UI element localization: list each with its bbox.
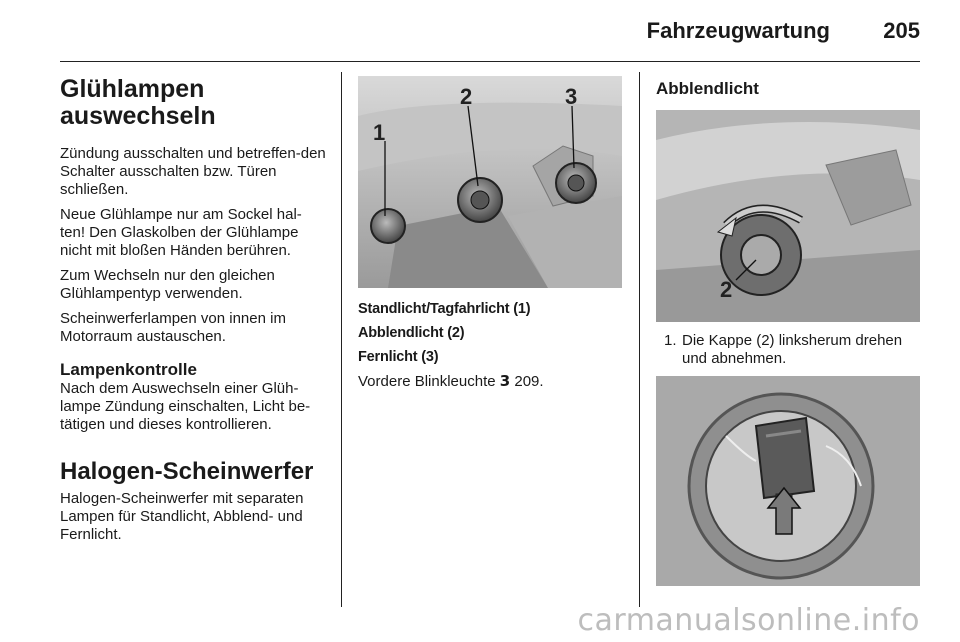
subheading-lampenkontrolle: Lampenkontrolle (60, 360, 197, 379)
watermark: carmanualsonline.info (577, 603, 920, 638)
bulb-connector-figure (656, 376, 920, 586)
low-beam-cap-figure (656, 110, 920, 322)
paragraph: Halogen-Scheinwerfer mit separaten Lampen für Standlicht, Abblend- und Fernlicht. (60, 490, 304, 543)
caption: Standlicht/Tagfahrlicht (1) (358, 301, 531, 317)
header-rule (60, 61, 920, 62)
column-divider-2 (639, 72, 640, 607)
caption: Fernlicht (3) (358, 349, 439, 365)
column-middle (358, 76, 622, 398)
caption: Abblendlicht (2) (358, 325, 465, 341)
page-reference-arrow-icon: 3 (499, 372, 511, 390)
paragraph: Neue Glühlampe nur am Sockel hal-ten! Den Glaskolben der Glühlampe nicht mit bloßen Händen berühren. (60, 206, 302, 259)
column-right (656, 76, 920, 586)
figure-label: 2 (720, 277, 733, 302)
section-heading-halogen: Halogen-Scheinwerfer (60, 458, 314, 485)
paragraph: Zündung ausschalten und betreffen-den Schalter ausschalten bzw. Türen schließen. (60, 145, 326, 198)
instruction-step: 1. Die Kappe (2) linksherum drehen und abnehmen. (664, 332, 903, 367)
paragraph: Scheinwerferlampen von innen im Motorraum austauschen. (60, 310, 286, 345)
subheading-abblendlicht: Abblendlicht (656, 79, 759, 98)
column-divider-1 (341, 72, 342, 607)
column-left (60, 76, 326, 551)
section-heading-gluehlampen: Glühlampen auswechseln (60, 75, 216, 130)
figure-label: 1 (373, 120, 386, 145)
headlamp-overview-figure (358, 76, 622, 288)
paragraph: Nach dem Auswechseln einer Glüh-lampe Zündung einschalten, Licht be-tätigen und dieses kontrollieren. (60, 380, 311, 433)
paragraph: Zum Wechseln nur den gleichen Glühlampentyp verwenden. (60, 267, 275, 302)
header-title: Fahrzeugwartung (646, 18, 830, 43)
cross-reference: Vordere Blinkleuchte 3 209. (358, 372, 544, 390)
page-number: 205 (883, 18, 920, 43)
figure-label: 2 (460, 84, 473, 109)
figure-label: 3 (565, 84, 578, 109)
